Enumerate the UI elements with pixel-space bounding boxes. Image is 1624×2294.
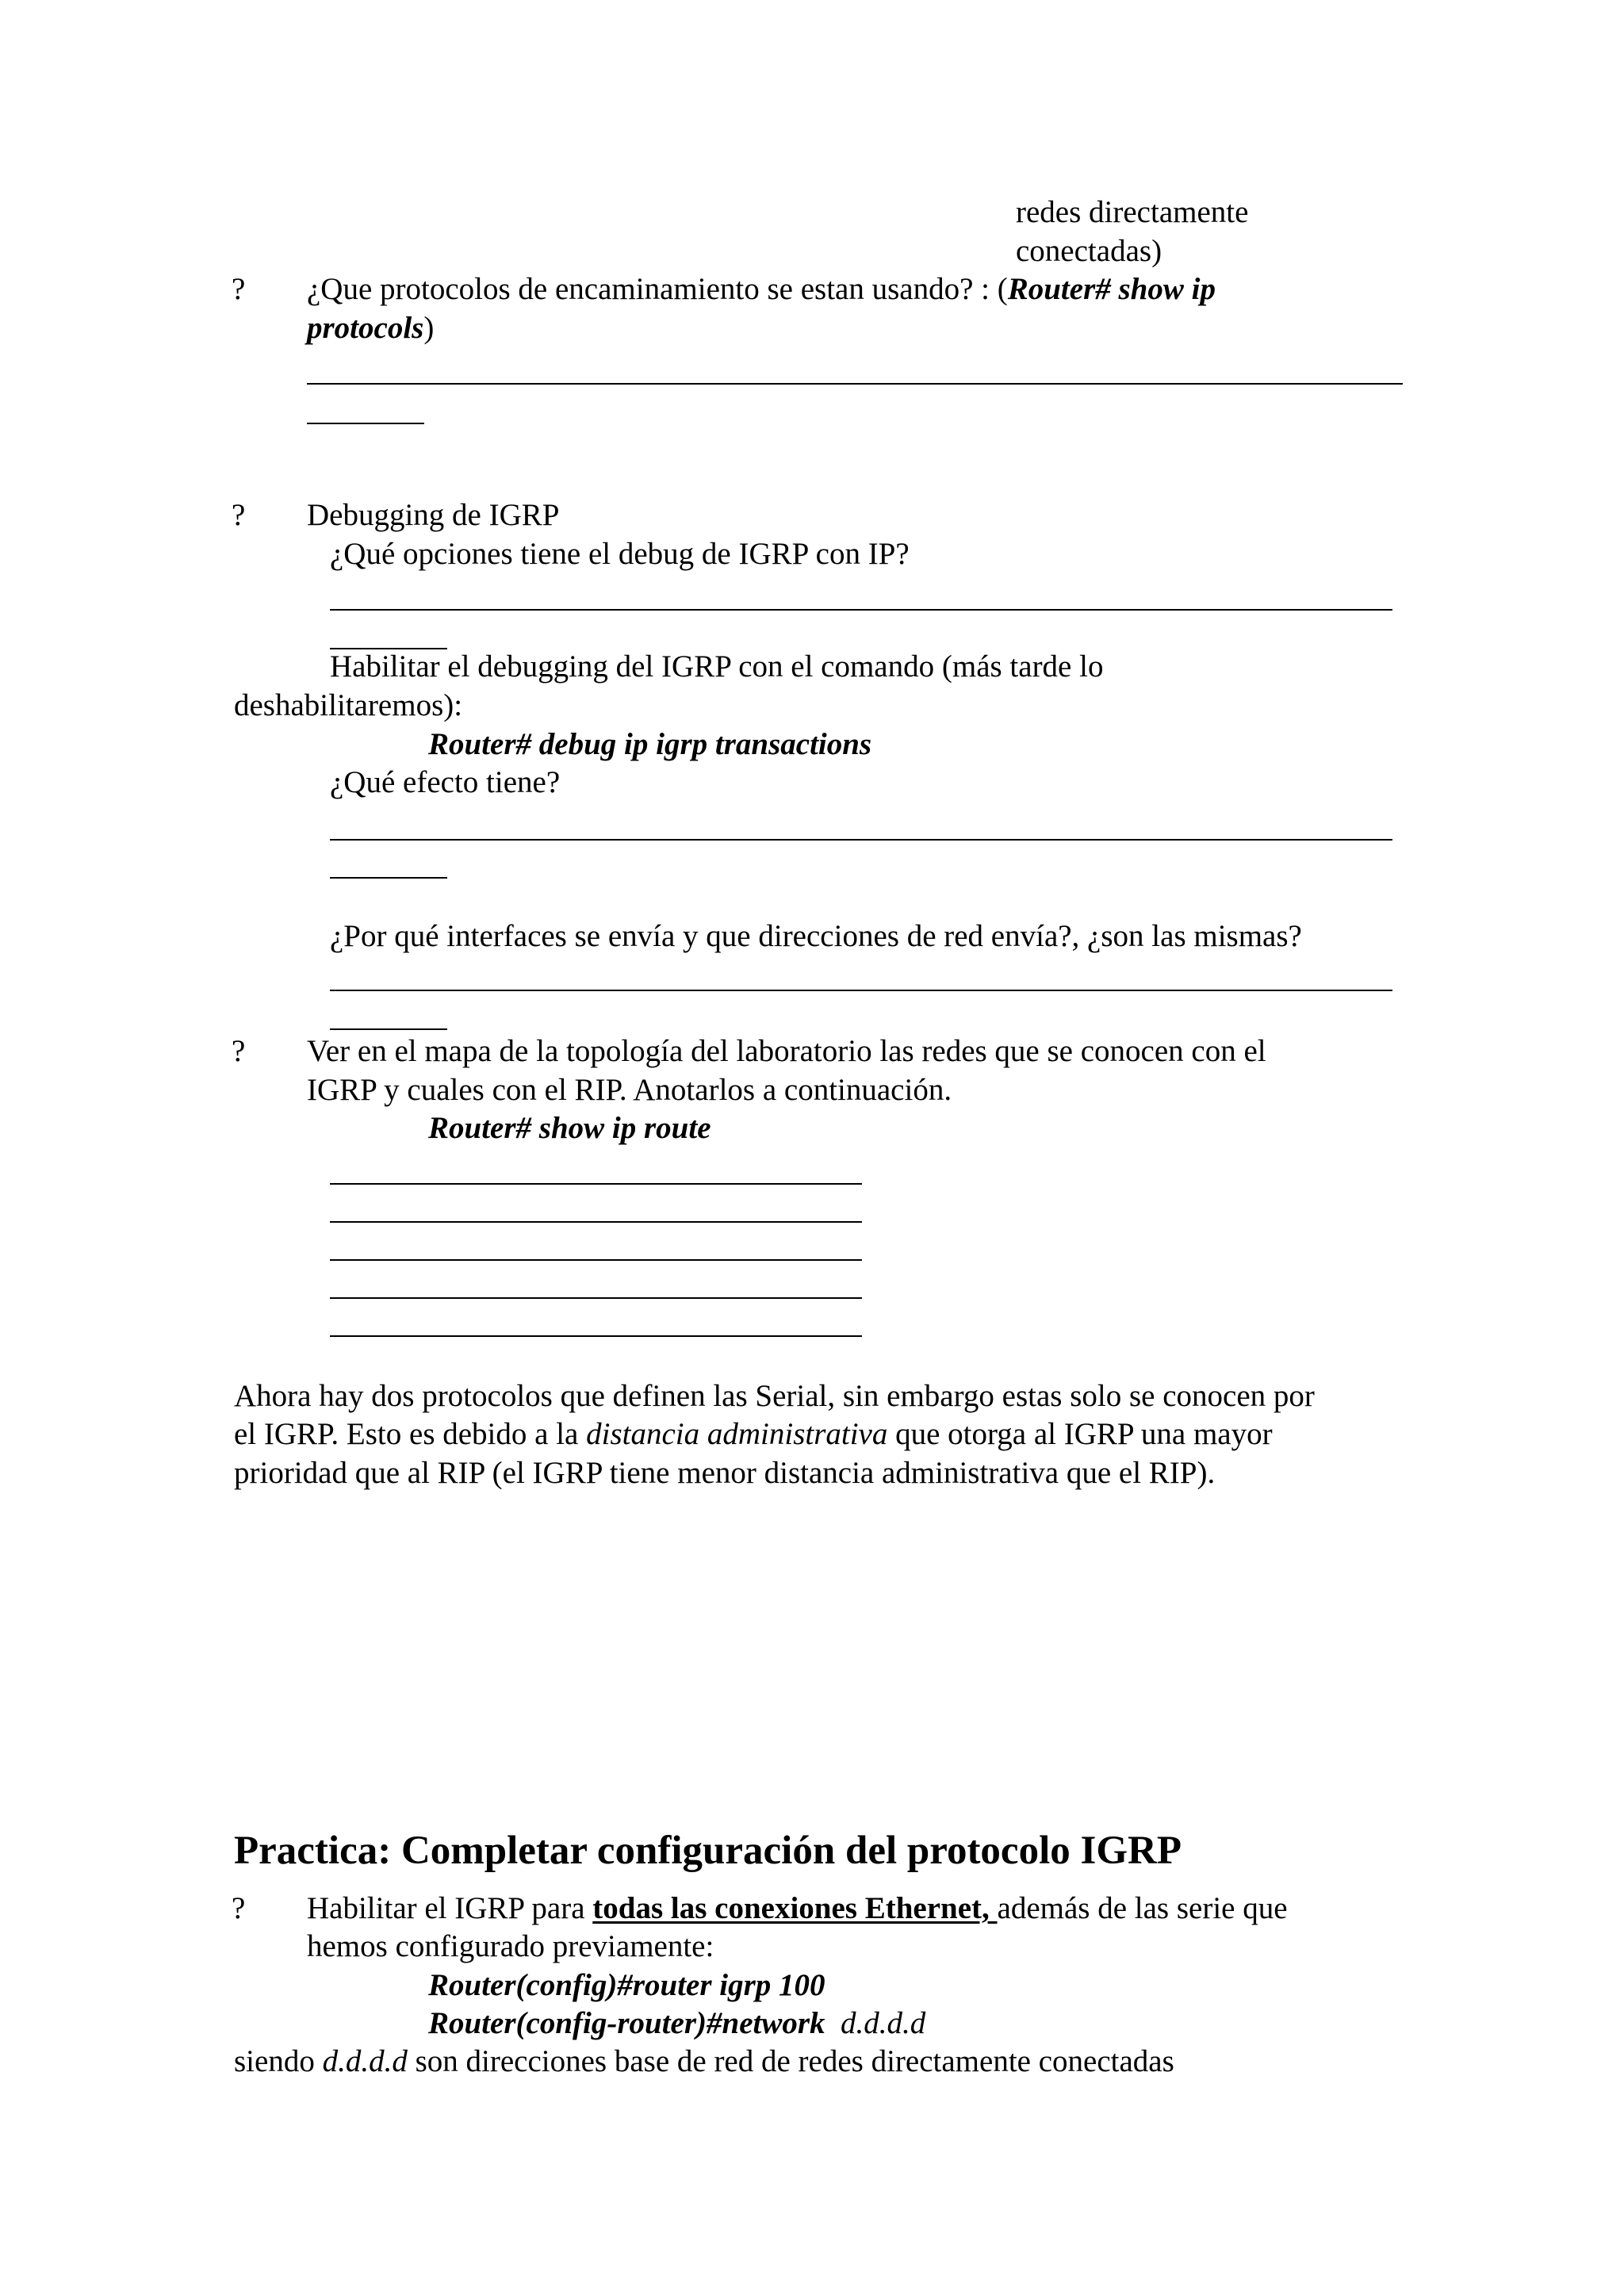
answer-line — [330, 1028, 447, 1030]
answer-line — [330, 1221, 862, 1223]
body-text: hemos configurado previamente: — [307, 1929, 714, 1963]
question-text: ) — [423, 311, 435, 345]
question-text: ¿Qué efecto tiene? — [330, 765, 561, 799]
command-text: Router(config)#router igrp 100 — [428, 1968, 825, 2002]
command-line — [428, 2005, 925, 2043]
text-fragment-line: conectadas) — [1016, 234, 1162, 268]
paragraph-line: Ahora hay dos protocolos que definen las Serial, sin embargo estas solo se conocen por — [234, 1379, 1315, 1413]
body-text — [307, 1890, 1288, 1928]
question-text: ¿Que protocolos de encaminamiento se estan usando? : ( — [307, 272, 1008, 306]
answer-line — [330, 609, 1392, 611]
answer-line — [330, 990, 1392, 991]
answer-line — [330, 1183, 862, 1185]
body-text: Habilitar el debugging del IGRP con el comando (más tarde lo — [330, 649, 1104, 684]
text-fragment-line: redes directamente — [1016, 195, 1249, 229]
question-protocols — [307, 271, 1216, 308]
body-text: Ver en el mapa de la topología del laboratorio las redes que se conocen con el — [307, 1034, 1266, 1068]
bullet-marker: ? — [232, 498, 246, 532]
bullet-marker: ? — [232, 1891, 246, 1925]
body-text-part: además de las serie que — [997, 1891, 1288, 1925]
body-text-part: Habilitar el IGRP para — [307, 1891, 593, 1925]
command-argument: d.d.d.d — [841, 2006, 926, 2040]
section-title: Debugging de IGRP — [307, 498, 560, 532]
command-text: Router# show ip — [1007, 272, 1216, 306]
paragraph-text: que otorga al IGRP una mayor — [887, 1417, 1273, 1451]
command-text: Router(config-router)#network — [428, 2006, 825, 2040]
bullet-marker: ? — [232, 272, 246, 306]
body-text: IGRP y cuales con el RIP. Anotarlos a continuación. — [307, 1073, 952, 1107]
answer-line — [330, 877, 447, 879]
paragraph-line: prioridad que al RIP (el IGRP tiene menor distancia administrativa que el RIP). — [234, 1456, 1216, 1490]
bullet-marker: ? — [232, 1034, 246, 1068]
answer-line — [330, 1335, 862, 1337]
answer-line — [330, 1259, 862, 1261]
question-text: ¿Qué opciones tiene el debug de IGRP con IP? — [330, 537, 910, 571]
command-text: Router# debug ip igrp transactions — [428, 727, 872, 761]
body-text-part: siendo — [234, 2044, 323, 2078]
question-protocols-cont — [307, 310, 434, 347]
question-text: ¿Por qué interfaces se envía y que direcciones de red envía?, ¿son las mismas? — [330, 919, 1302, 953]
body-text: deshabilitaremos): — [234, 688, 463, 722]
emphasis-text: todas las conexiones Ethernet, — [592, 1891, 998, 1925]
emphasis-text: distancia administrativa — [586, 1417, 888, 1451]
body-text — [234, 2043, 1174, 2081]
command-text: Router# show ip route — [428, 1111, 711, 1145]
section-heading: Practica: Completar configuración del protocolo IGRP — [234, 1829, 1182, 1873]
answer-line — [307, 383, 1403, 385]
answer-line — [330, 1297, 862, 1299]
answer-line — [307, 423, 424, 424]
answer-line — [330, 839, 1392, 841]
paragraph-line — [234, 1416, 1273, 1453]
paragraph-text: el IGRP. Esto es debido a la — [234, 1417, 587, 1451]
command-text: protocols — [307, 311, 424, 345]
body-text-part: son direcciones base de red de redes directamente conectadas — [407, 2044, 1174, 2078]
emphasis-text: d.d.d.d — [322, 2044, 408, 2078]
